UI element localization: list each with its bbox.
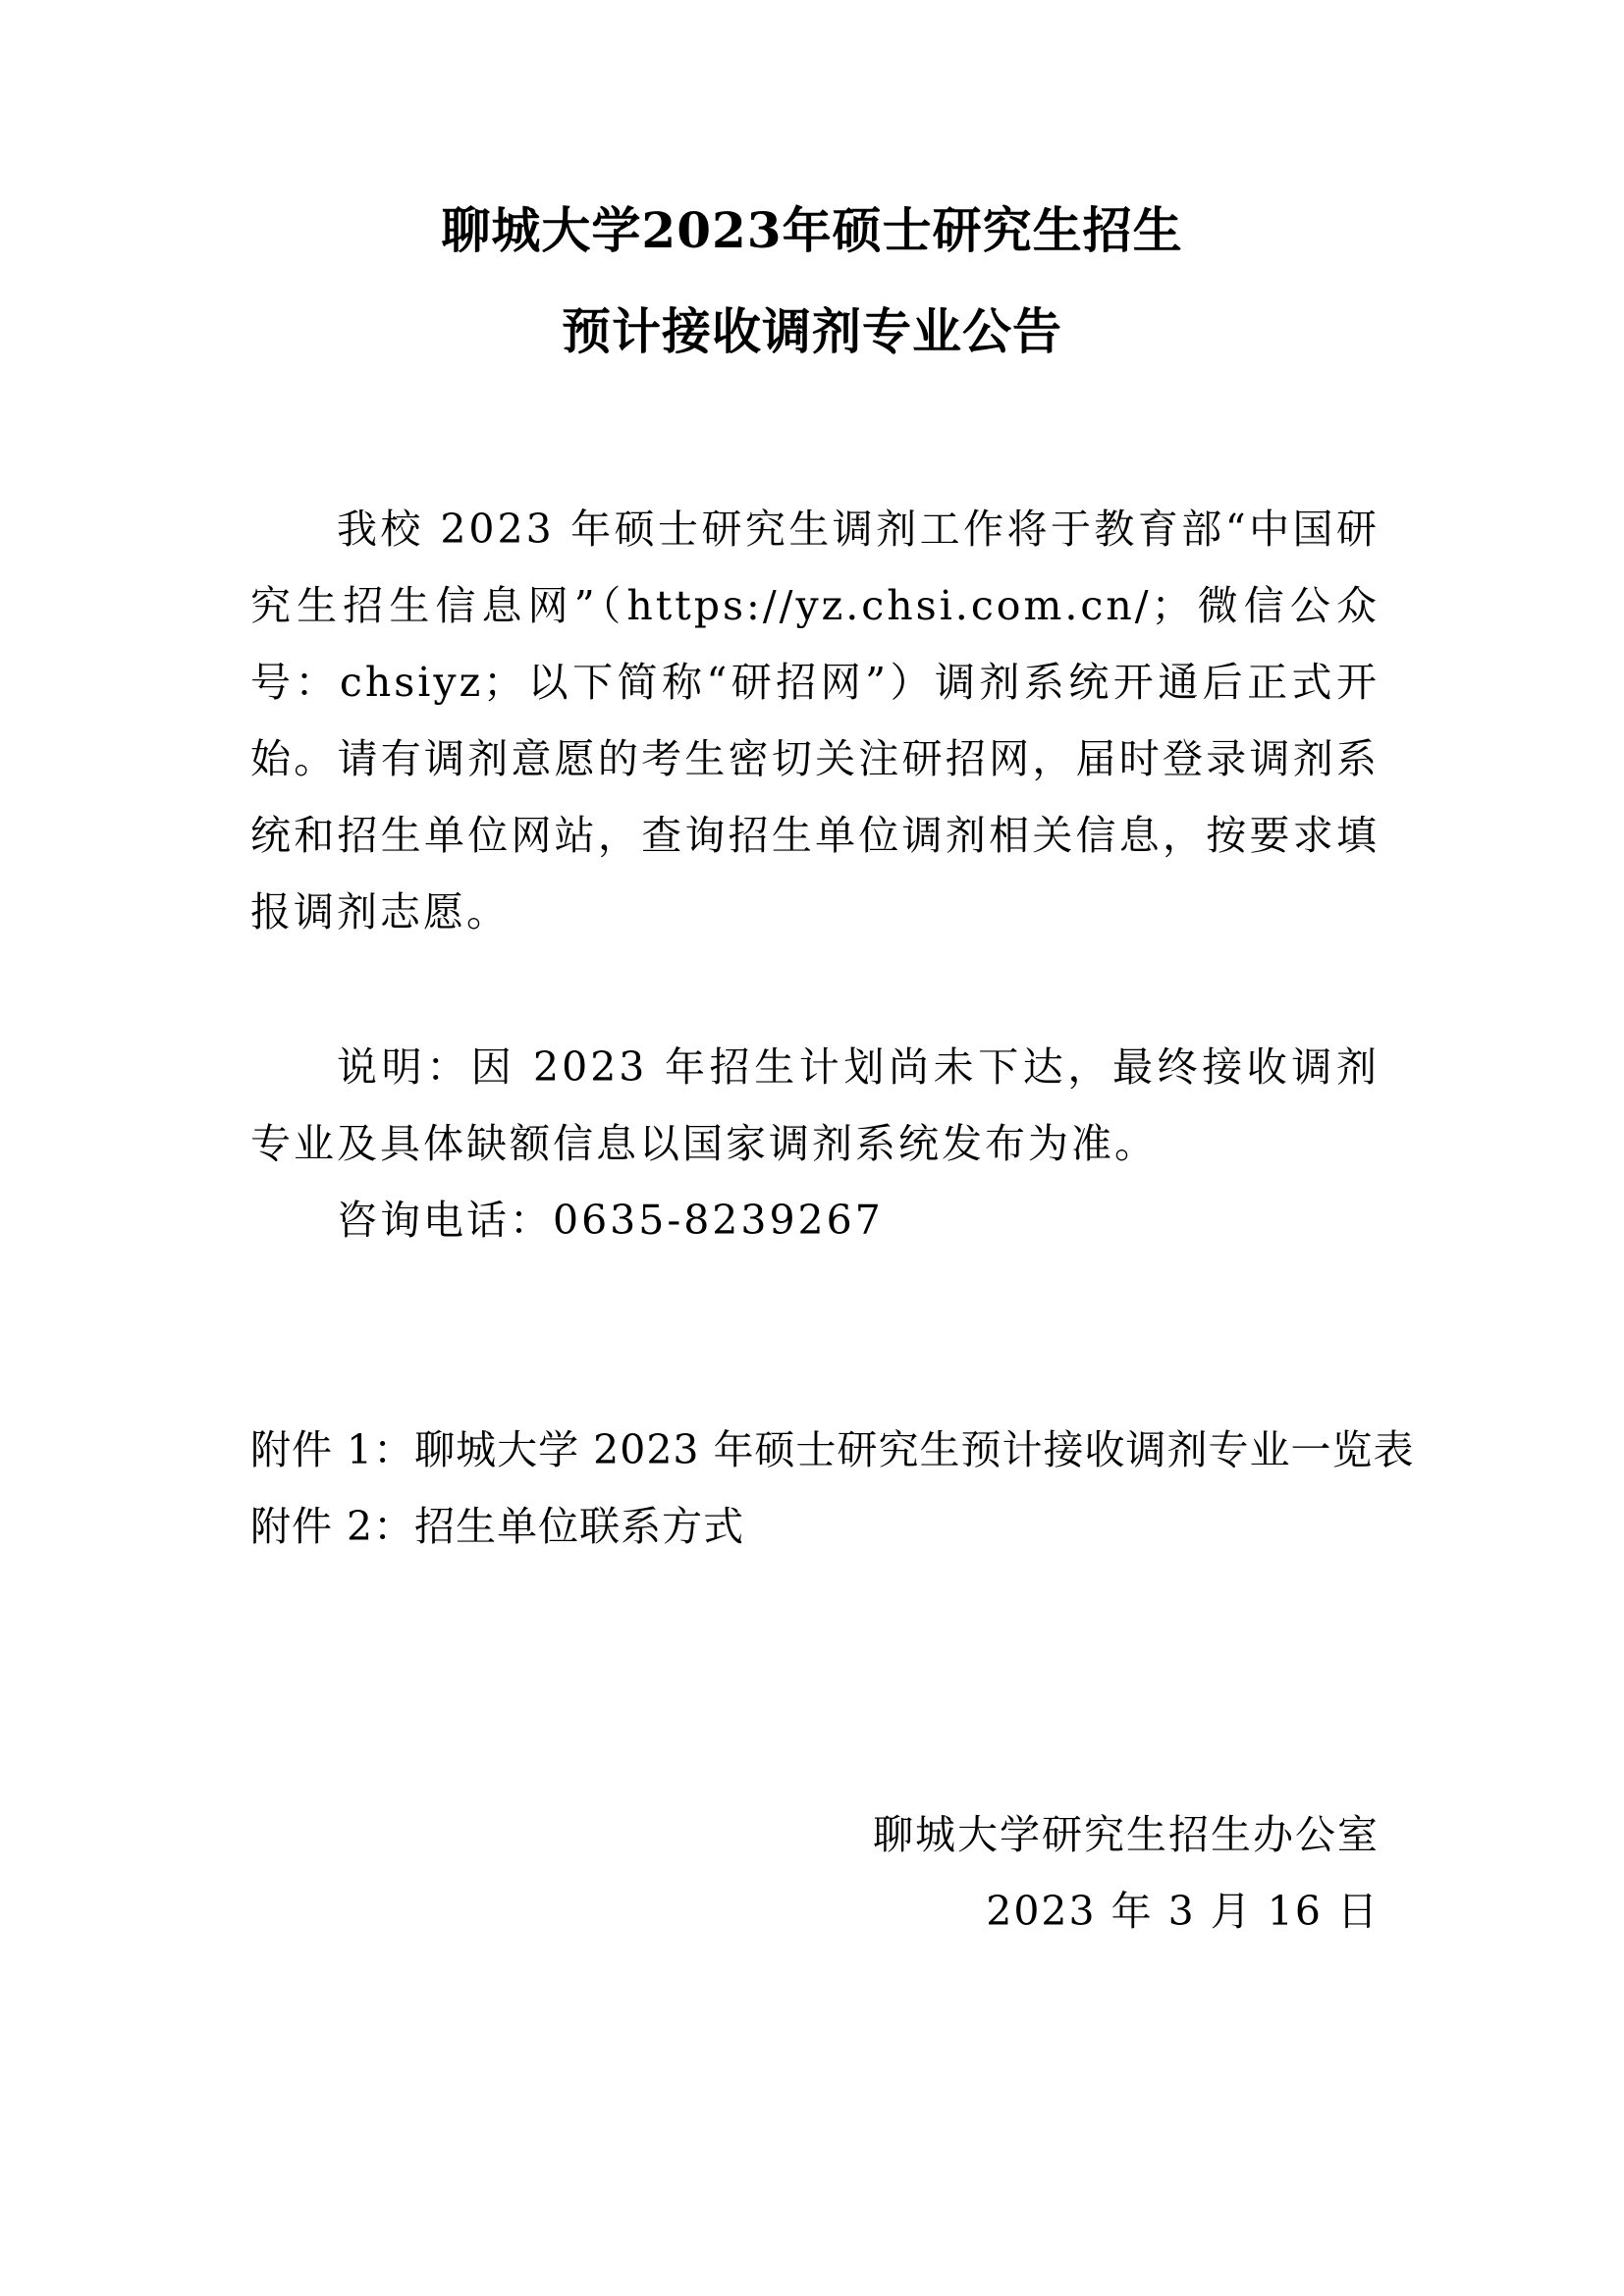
notice-paragraph-1: 我校 2023 年硕士研究生调剂工作将于教育部“中国研究生招生信息网”（https://yz.chsi.com.cn/；微信公众号：chsiyz；以下简称“研招网”）调剂系统开通后正式开始。请有调剂意愿的考生密切关注研招网，届时登录调剂系统和招生单位网站，查询招生单位调剂相关信息，按要求填报调剂志愿。	[250, 506, 1380, 935]
notice-paragraph-1-block	[250, 491, 1380, 950]
attachments-list	[250, 1412, 1415, 1565]
title-line-2: 预计接收调剂专业公告	[562, 302, 1062, 360]
notice-paragraph-2-block	[250, 1029, 1380, 1258]
signature-date: 2023 年 3 月 16 日	[986, 1888, 1380, 1935]
notice-paragraph-2: 说明：因 2023 年招生计划尚未下达，最终接收调剂专业及具体缺额信息以国家调剂系统发布为准。	[250, 1043, 1380, 1167]
contact-phone: 咨询电话：0635-8239267	[337, 1197, 884, 1244]
attachment-2: 附件 2：招生单位联系方式	[250, 1503, 745, 1550]
attachment-1: 附件 1：聊城大学 2023 年硕士研究生预计接收调剂专业一览表	[250, 1426, 1415, 1473]
signature-office: 聊城大学研究生招生办公室	[873, 1811, 1380, 1858]
title-line-1: 聊城大学2023年硕士研究生招生	[441, 201, 1183, 259]
